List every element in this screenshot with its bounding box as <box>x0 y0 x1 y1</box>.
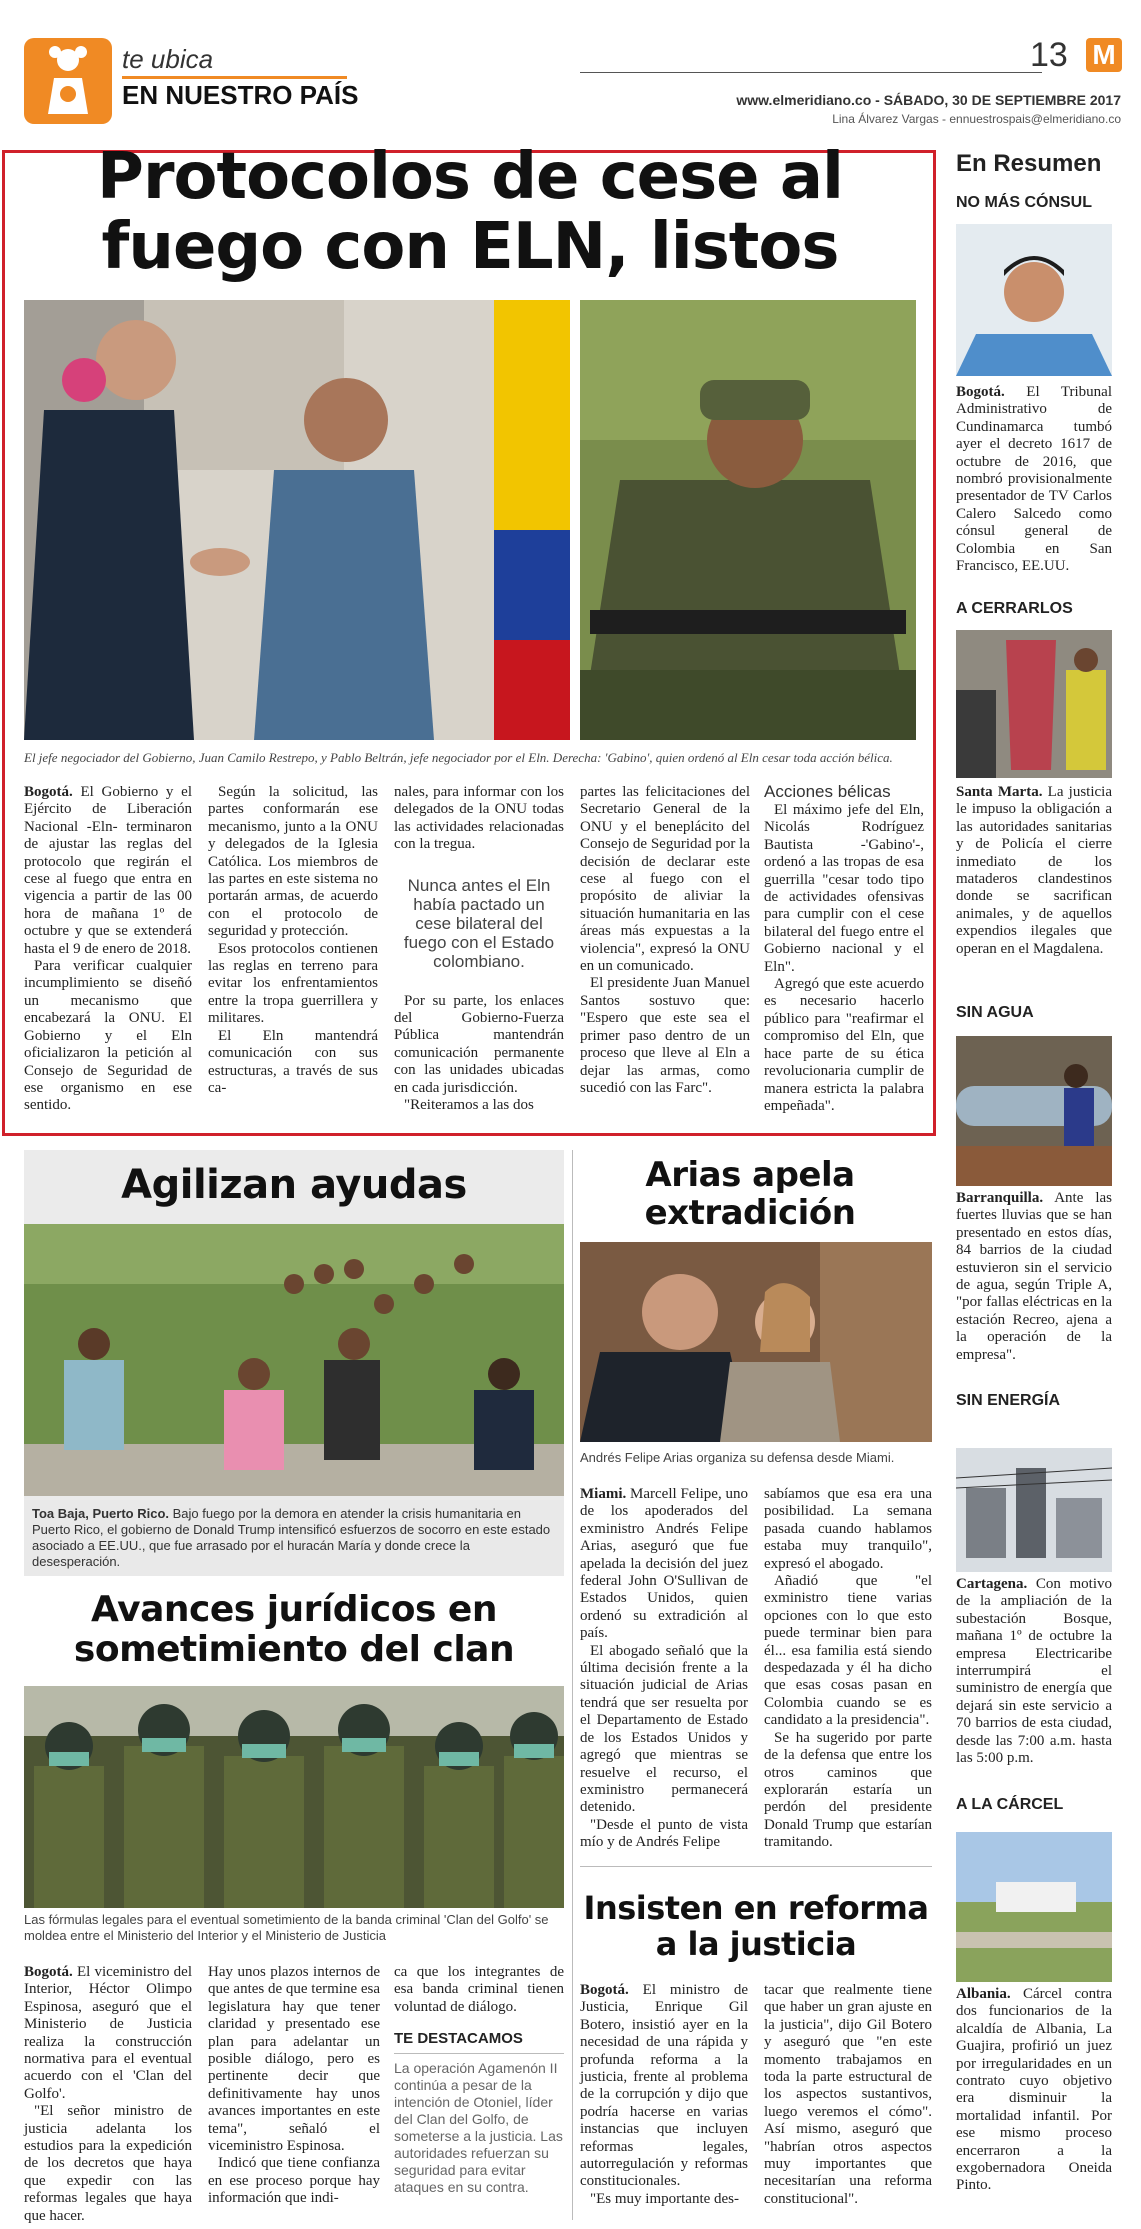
lead-col-1b: Para verificar cualquier incumplimiento se diseñó un mecanismo que encabezará la ONU. El Gobierno y el Eln oficializaron la petición al Consejo de Seguridad de ese organismo en ese sentido. <box>24 958 192 1114</box>
destacamos-text: La operación Agamenón II continúa a pesar de la intención de Otoniel, líder del Clan del Golfo, de someterse a la justicia. Las autoridades refuerzan su seguridad para evitar ataques en su contra. <box>394 2060 563 2196</box>
sidebar-item-body: Ante las fuertes lluvias que se han presentado en estos días, 84 barrios de la ciudad estuvieron sin el servicio de agua, según Triple A, "por fallas eléctricas en la estación Recreo, ajena a la operación de la empresa". <box>956 1190 1112 1363</box>
reforma-place: Bogotá. <box>580 1982 629 1998</box>
clan-col-1-text: El viceministro del Interior, Héctor Olimpo Espinosa, aseguró que el Ministerio de Justicia realiza la construcción normativa para el eventual acuerdo con el 'Clan del Golfo'. <box>24 1964 192 2102</box>
sidebar-item-text <box>956 1190 1112 1364</box>
section-label: EN NUESTRO PAÍS <box>122 80 359 110</box>
arias-col-2c: Se ha sugerido por parte de la defensa que entre los otros caminos que explorarán estaría un perdón del presidente Donald Trump que estarían tramitando. <box>764 1729 932 1851</box>
arias-place: Miami. <box>580 1486 627 1502</box>
sidebar-item-text <box>956 1576 1112 1767</box>
clan-headline: Avances jurídicos en sometimiento del clan <box>73 1589 515 1670</box>
lead-subhead: Acciones bélicas <box>764 782 891 801</box>
lead-col-4 <box>580 784 750 1097</box>
reforma-col-1-text: El ministro de Justicia, Enrique Gil Botero, insistió ayer en la necesidad de una rápida y profunda reforma a la justicia, frente al problema de la corrupción y dijo que podría hacerse en varias instancias que incluyen reformas legales, autorregulación y reformas constitucionales. <box>580 1982 748 2190</box>
sidebar-item-head: NO MÁS CÓNSUL <box>956 194 1092 211</box>
sidebar-item-place: Cartagena. <box>956 1576 1028 1592</box>
section-divider <box>122 76 347 79</box>
lead-col-3b: Por su parte, los enlaces del Gobierno-Fuerza Pública mantendrán comunicación permanente con las unidades ubicadas en cada jurisdicción. <box>394 992 564 1096</box>
sidebar-item-body: Cárcel contra dos funcionarios de la alcaldía de Albania, La Guajira, profirió un juez por irregularidades en un contrato cuyo objetivo era disminuir la mortalidad infantil. Por ese mismo proceso encerraron a la exgobernadora Oneida Pinto. <box>956 1986 1112 2194</box>
arias-photo <box>580 1242 932 1442</box>
lead-col-5 <box>764 782 924 1115</box>
lead-col-5a: El máximo jefe del Eln, Nicolás Rodríguez Bautista -'Gabino'-, ordenó a las tropas de esa guerrilla "cesar todo tipo de actividades ofensivas para cumplir con el cese bilateral del fuego entre el Gobierno nacional y el Eln". <box>764 802 924 975</box>
sidebar-item-head: A CERRARLOS <box>956 600 1073 617</box>
header-rule <box>580 72 1042 73</box>
lead-place: Bogotá. <box>24 784 73 800</box>
sidebar-title: En Resumen <box>956 150 1102 177</box>
destacamos-rule <box>394 2053 564 2054</box>
arias-col-1-text: Marcell Felipe, uno de los apoderados del exministro Andrés Felipe Arias, aseguró que fue apelada la decisión del juez federal John O'Sullivan de Estados Unidos, quien ordenó su extradición al país. <box>580 1486 748 1642</box>
byline: Lina Álvarez Vargas - ennuestrospais@elmeridiano.co <box>832 112 1121 126</box>
lead-headline: Protocolos de cese al fuego con ELN, listos <box>97 140 843 284</box>
sidebar-photo-agua <box>956 1036 1112 1186</box>
clan-caption: Las fórmulas legales para el eventual sometimiento de la banda criminal 'Clan del Golfo' se moldea entre el Ministerio del Interior y el Ministerio de Justicia <box>24 1912 549 1943</box>
lead-col-2 <box>208 784 378 1097</box>
arias-col-2b: Añadió que "el exministro tiene varias opciones con lo que esto puede terminar bien para él... esa familia está siendo despedazada y él ha dicho que esas cosas pasan en Colombia cuando se es candidato a la presidencia". <box>764 1573 932 1729</box>
handshake-photo <box>24 300 570 740</box>
arias-col-1 <box>580 1486 748 1852</box>
sidebar-item-body: Con motivo de la ampliación de la subestación Bosque, mañana 1º de octubre la empresa Electricaribe interrumpirá el suministro de energía que dejará sin este servicio a 70 barrios de esta ciudad, desde las 7:00 a.m. hasta las 5:00 p.m. <box>956 1576 1112 1767</box>
arias-col-1b: El abogado señaló que la última decisión frente a la situación judicial de Arias tendrá que ser resuelta por el Departamento de Estado de los Estados Unidos y agregó que mientras se resuelve el recurso, el exministro permanecerá detenido. <box>580 1642 748 1816</box>
sidebar-photo-consul <box>956 224 1112 376</box>
arias-caption: Andrés Felipe Arias organiza su defensa desde Miami. <box>580 1450 895 1465</box>
gabino-photo <box>580 300 916 740</box>
sidebar-photo-carcel <box>956 1832 1112 1982</box>
pull-quote: Nunca antes el Eln había pactado un cese bilateral del fuego con el Estado colombiano. <box>403 875 555 971</box>
reforma-col-2: tacar que realmente tiene que haber un gran ajuste en la justicia", dijo Gil Botero y aseguró que "en este momento trabajamos en toda la parte estructural de los aspectos sustantivos, luego veremos el cómo". Así mismo, aseguró que "habrían otros aspectos muy importantes que necesitarían una reforma constitucional". <box>764 1982 932 2207</box>
sidebar-item-place: Santa Marta. <box>956 784 1043 800</box>
sidebar-item-body: El Tribunal Administrativo de Cundinamarca tumbó ayer el decreto 1617 de octubre de 2016, que nombró provisionalmente presentador de TV Carlos Calero Salcedo como cónsul general de Colombia en San Francisco, EE.UU. <box>956 384 1112 575</box>
clan-col-1b: "El señor ministro de justicia adelanta los estudios para la expedición de los decretos que haya que expedir con las reformas legales que haya que hacer. <box>24 2103 192 2224</box>
ayudas-photo <box>24 1224 564 1496</box>
arias-headline: Arias apela extradición <box>644 1155 856 1233</box>
clan-photo <box>24 1686 564 1908</box>
sidebar-item-head: A LA CÁRCEL <box>956 1796 1064 1813</box>
clan-col-1 <box>24 1964 192 2225</box>
mascot-icon <box>24 38 112 124</box>
reforma-col-1b: "Es muy importante des- <box>590 2190 740 2207</box>
sidebar-item-text <box>956 784 1112 958</box>
destacamos-title: TE DESTACAMOS <box>394 2030 523 2048</box>
clan-col-2a: Hay unos plazos internos de que antes de que termine esa legislatura hay que tener claridad y presentado ese plan para adelantar un posible diálogo, pero es pertinente decir que definitivamente hay unos avances importantes en este tema", señaló el viceministro Espinosa. <box>208 1964 381 2155</box>
lead-col-5b: Agregó que este acuerdo es necesario hacerlo público para "reafirmar el compromiso del Eln, que hace parte de su ética revolucionaria cumplir de manera estricta la palabra empeñada". <box>764 976 924 1114</box>
brand-logo: M <box>1086 38 1122 72</box>
ayudas-headline: Agilizan ayudas <box>121 1162 467 1208</box>
clan-col-2 <box>208 1964 380 2208</box>
arias-col-2a: sabíamos que esa era una posibilidad. La semana pasada cuando hablamos estaba muy tranquilo", expresó el abogado. <box>764 1486 932 1572</box>
sidebar-item-place: Albania. <box>956 1986 1011 2002</box>
reforma-headline: Insisten en reforma a la justicia <box>583 1889 929 1963</box>
page-number: 13 <box>1030 36 1068 74</box>
lead-col-4b: El presidente Juan Manuel Santos sostuvo que: "Espero que este sea el primer paso dentro de un proceso que lleve al Eln a dejar las armas, como sucedió con las Farc". <box>580 975 750 1096</box>
clan-place: Bogotá. <box>24 1964 73 1980</box>
sidebar-item-head: SIN AGUA <box>956 1004 1034 1021</box>
section-label-small: te ubica <box>122 44 214 74</box>
ayudas-caption-place: Toa Baja, Puerto Rico. <box>32 1506 170 1521</box>
sidebar-photo-energia <box>956 1448 1112 1572</box>
sidebar-item-body: La justicia le impuso la obligación a las autoridades sanitarias y de Policía el cierre inmediato de los mataderos clandestinos donde se sacrifican animales, y de aquellos expendios ilegales que operan en el Magdalena. <box>956 784 1112 957</box>
lead-col-1 <box>24 784 192 1115</box>
lead-col-3 <box>394 784 564 1114</box>
sidebar-item-head: SIN ENERGÍA <box>956 1392 1061 1409</box>
lead-col-2b: Esos protocolos contienen las reglas en terreno para evitar los enfrentamientos entre la tropa guerrillera y militares. <box>208 940 378 1027</box>
lead-col-2a: Según la solicitud, las partes conformarán ese mecanismo, junto a la ONU y delegados de la Iglesia Católica. Los miembros de las partes en este sistema no portarán armas, de acuerdo con el protocolo de seguridad y protección. <box>208 784 378 940</box>
ayudas-caption-text: Bajo fuego por la demora en atender la crisis humanitaria en Puerto Rico, el gobierno de Donald Trump intensificó esfuerzos de socorro en este estado asociado a EE.UU., que fue arrasado por el huracán María y donde crece la desesperación. <box>32 1506 551 1569</box>
clan-col-2b: Indicó que tiene confianza en ese proceso porque hay información que indi- <box>208 2155 380 2207</box>
reforma-col-1 <box>580 1982 748 2208</box>
dateline: www.elmeridiano.co - SÁBADO, 30 DE SEPTIEMBRE 2017 <box>736 92 1121 108</box>
ayudas-caption <box>24 1500 564 1576</box>
arias-col-1c: "Desde el punto de vista mío y de Andrés Felipe <box>580 1816 748 1851</box>
lead-col-2c: El Eln mantendrá comunicación con sus estructuras, a través de sus ca- <box>208 1027 378 1096</box>
sidebar-item-text <box>956 1986 1112 2195</box>
sidebar-item-place: Bogotá. <box>956 384 1005 400</box>
lead-caption: El jefe negociador del Gobierno, Juan Camilo Restrepo, y Pablo Beltrán, jefe negociador por el Eln. Derecha: 'Gabino', quien ordenó al Eln cesar toda acción bélica. <box>24 750 893 765</box>
clan-col-3 <box>394 1964 564 2196</box>
sidebar-photo-mataderos <box>956 630 1112 778</box>
arias-col-2 <box>764 1486 932 1852</box>
lead-col-3c: "Reiteramos a las dos <box>404 1097 534 1114</box>
sidebar-item-text <box>956 384 1112 575</box>
lead-col-4a: partes las felicitaciones del Secretario General de la ONU y el beneplácito del Consejo de Seguridad por la decisión de declarar este cese al fuego con el propósito de aliviar la situación humanitaria en las áreas más expuestas a la violencia", expresó la ONU en un comunicado. <box>580 784 750 975</box>
section-logo <box>24 38 112 124</box>
lead-col-1-text: El Gobierno y el Ejército de Liberación Nacional -Eln- terminaron de ajustar las reglas del protocolo que regirán el cese al fuego que entra en vigencia a partir de las 00 hora de mañana 1º de octubre y que se extenderá hasta el 9 de enero de 2018. <box>24 784 192 957</box>
clan-col-3a: ca que los integrantes de esa banda criminal tienen voluntad de diálogo. <box>394 1964 564 2015</box>
column-divider <box>572 1150 573 2220</box>
sidebar-item-place: Barranquilla. <box>956 1190 1044 1206</box>
lead-col-3a: nales, para informar con los delegados de la ONU todas las actividades relacionadas con la tregua. <box>394 784 564 853</box>
reforma-rule <box>580 1866 932 1867</box>
